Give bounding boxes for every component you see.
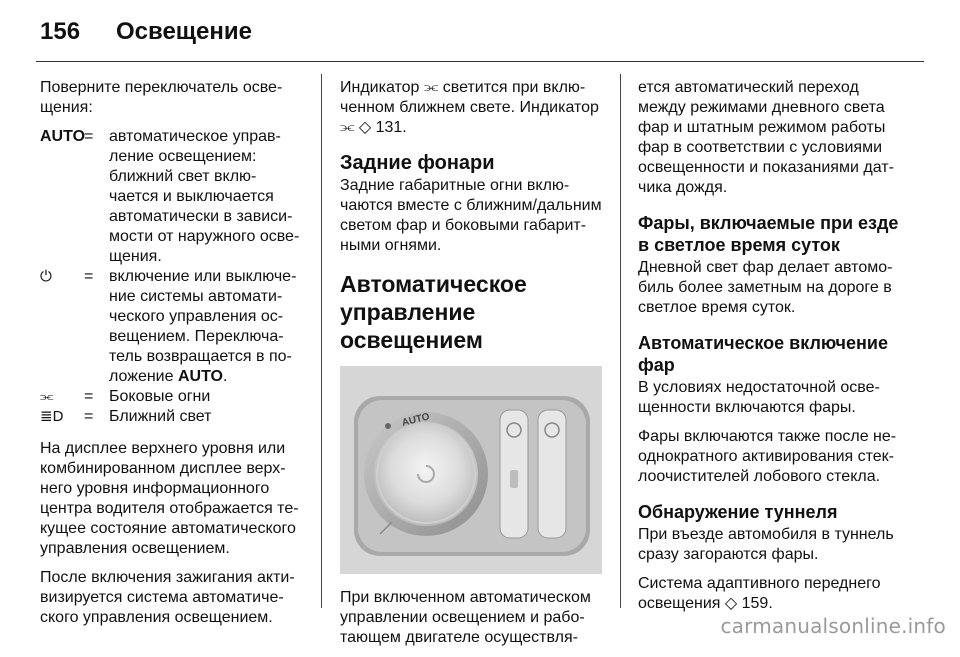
equals-sign: = [84,408,94,425]
auto-lighting-heading: Автоматическое управление освещением [340,271,527,353]
auto-lighting-continuation: ется автоматический переход между режимами дневного света фар и штатным режимом работы фар в соответствии с условиями освещенности и показаниями дат-чика дождя. [638,79,894,196]
power-icon: ⏻ [40,268,52,285]
switch-positions-list [40,127,304,427]
light-switch-illustration [340,366,602,574]
page-header [40,18,252,48]
light-switch-photo [340,366,602,574]
dial-indicator-dot [385,423,391,429]
rear-lights-text: Задние габаритные огни вклю-чаются вместе с ближним/дальним светом фар и боковыми габарит-ными огнями. [340,177,602,254]
auto-headlight-heading: Автоматическое включение фар [638,333,888,375]
power-description [109,267,304,387]
page-reference-131[interactable]: ◇ 131. [354,119,407,136]
sidelights-icon: ⫘ [40,388,54,405]
column-2 [340,78,606,657]
auto-term: AUTO [40,128,86,145]
switch-item-power [40,267,304,387]
auto-description: автоматическое управ-ление освещением: ближний свет вклю-чается и выключается автоматически в зависи-мости от наружного осве-щения. [109,128,300,265]
column-divider-2 [620,74,621,608]
sidelights-description: Боковые огни [109,388,211,405]
auto-headlight-text-1: В условиях недостаточной осве-щенности включаются фары. [638,379,880,416]
equals-sign: = [84,128,94,145]
auto-inline-label: AUTO [177,368,223,385]
equals-sign: = [84,268,94,285]
tunnel-detection-heading: Обнаружение туннеля [638,502,838,522]
switch-item-auto [40,127,304,267]
power-description-text: включение или выключе-ние системы автомати-ческого управления ос-вещением. Переключа-тель возвращается в по-ложение [109,268,297,385]
page-number: 156 [40,18,81,45]
column-divider-1 [321,74,322,608]
tunnel-detection-text-2: Система адаптивного переднего освещения ◇ 159. [638,575,881,612]
display-paragraph: На дисплее верхнего уровня или комбинированном дисплее верх-него уровня информационного центра водителя отображается те-кущее состояние автоматического управления освещением. [40,440,299,557]
switch-intro: Поверните переключатель осве-щения: [40,79,283,116]
light-dial-knob [374,422,478,526]
ignition-paragraph: После включения зажигания акти-визируется система автоматиче-ского управления освещением. [40,569,295,626]
tunnel-detection-text-1: При въезде автомобиля в туннель сразу загораются фары. [638,526,894,563]
indicator-text-a: Индикатор [340,79,424,96]
power-description-end: . [223,368,228,385]
low-beam-description: Ближний свет [109,408,212,425]
watermark: carmanualsonline.info [720,614,946,638]
header-divider [36,61,924,62]
sidelights-indicator-icon: ⫘ [340,119,355,136]
low-beam-icon: ≣D [40,408,64,425]
page-title: Освещение [116,18,252,45]
switch-item-low-beam [40,407,304,427]
column-3 [638,78,908,623]
daytime-running-text: Дневной свет фар делает автомо-биль более заметным на дороге в светлое время суток. [638,259,893,316]
auto-headlight-text-2: Фары включаются также после не-однократного активирования стек-лоочистителей лобового стекла. [638,428,897,485]
indicator-paragraph [340,78,606,138]
daytime-running-heading: Фары, включаемые при езде в светлое время суток [638,213,899,255]
dimmer-wheel [538,410,566,538]
rear-lights-heading: Задние фонари [340,152,495,174]
indicator-text-b: светится при вклю-ченном ближнем свете. Индикатор [340,79,599,116]
sidelights-indicator-icon: ⫘ [423,79,439,96]
auto-lighting-caption: При включенном автоматическом управлении освещением и рабо-тающем двигателе осуществля- [340,589,591,646]
column-1 [40,78,304,637]
switch-item-sidelights [40,387,304,407]
equals-sign: = [84,388,94,405]
dial-auto-label: AUTO [400,411,431,429]
